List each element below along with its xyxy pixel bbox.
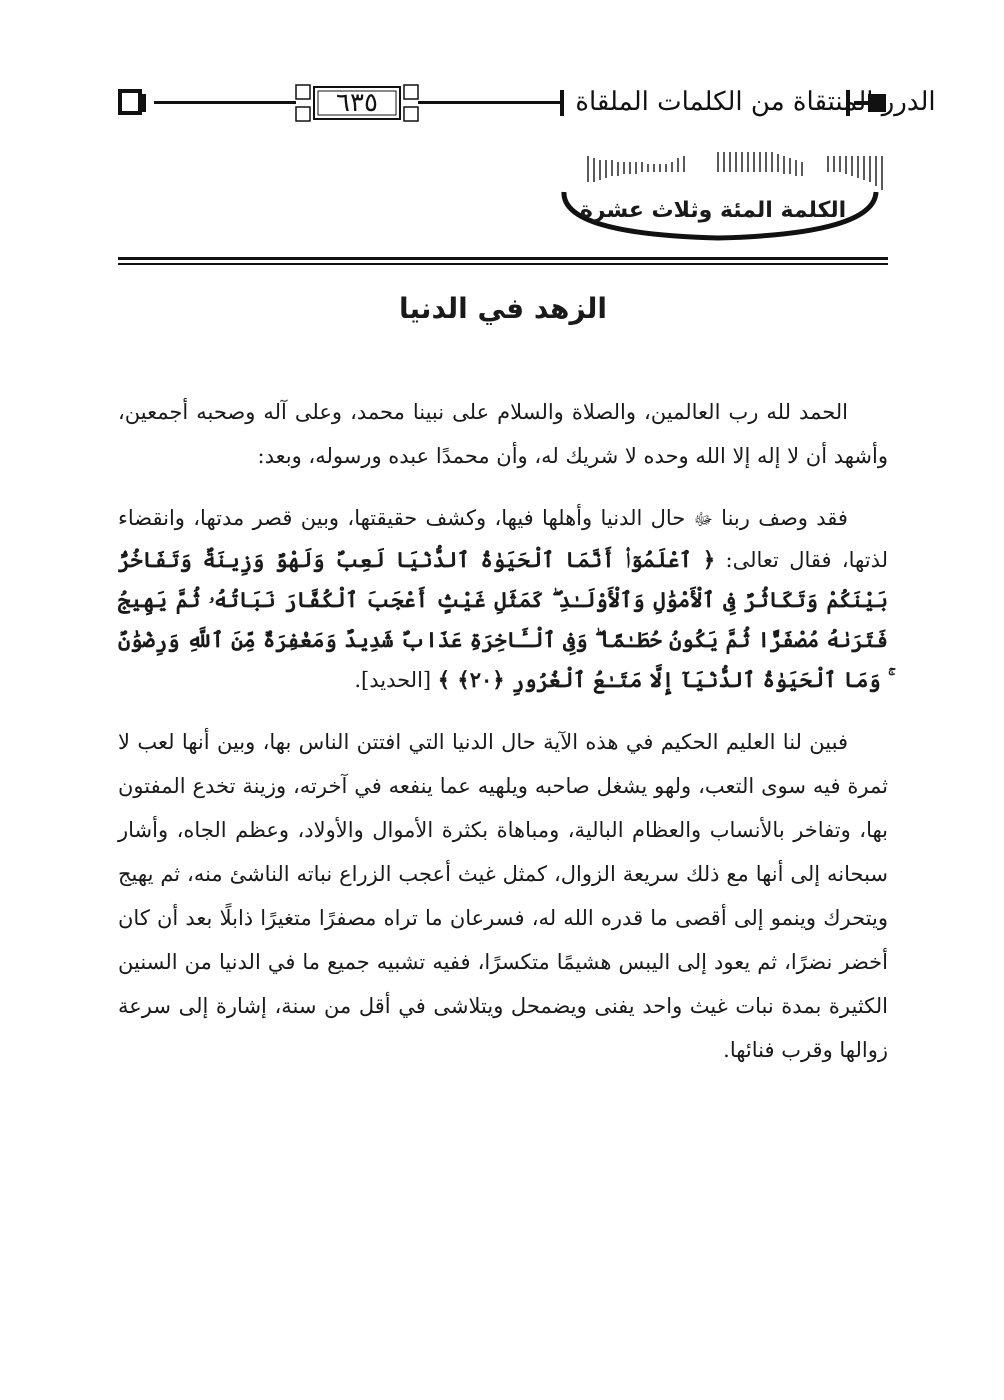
page-title: الزهد في الدنيا bbox=[398, 292, 608, 325]
quran-verse: ﴿ ٱعْلَمُوٓا۟ أَنَّمَا ٱلْحَيَوٰةُ ٱلدُّنْيَا لَعِبٌ وَلَهْوٌ وَزِينَةٌ وَتَفَاخُرٌۢ بَيْنَكُمْ وَتَكَاثُرٌ فِى ٱلْأَمْوَٰلِ وَٱلْأَوْلَـٰدِ ۖ كَمَثَلِ غَيْثٍ أَعْجَبَ ٱلْكُفَّارَ نَبَاتُهُۥ ثُمَّ يَهِيجُ فَتَرَىٰهُ مُصْفَرًّا ثُمَّ يَكُونُ حُطَـٰمًا ۖ وَفِى ٱلْـَٔاخِرَةِ عَذَابٌ شَدِيدٌ وَمَغْفِرَةٌ مِّنَ ٱللَّهِ وَرِضْوَٰنٌ ۚ وَمَا ٱلْحَيَوٰةُ ٱلدُّنْيَآ إِلَّا مَتَـٰعُ ٱلْغُرُورِ ﴿٢٠﴾ ﴾ bbox=[118, 547, 888, 692]
verse-intro: فقد وصف ربنا bbox=[721, 506, 848, 530]
book-title: الدرر المنتقاة من الكلمات الملقاة bbox=[575, 87, 936, 117]
page-number: ٦٣٥ bbox=[336, 88, 378, 118]
honorific: ﷻ bbox=[693, 510, 713, 530]
surah-reference: [الحديد]. bbox=[354, 668, 432, 692]
paragraph-explanation: فبين لنا العليم الحكيم في هذه الآية حال الدنيا التي افتتن الناس بها، وبين أنها لعب لا ثمرة فيه سوى التعب، ولهو يشغل صاحبه ويلهيه عما ينفعه في آخرته، وزينة تخدع المفتون بها، وتفاخر بالأنساب والعظام البالية، ومباهاة بكثرة الأموال والأولاد، وعظم الجاه، وأشار سبحانه إلى أنها مع ذلك سريعة الزوال، كمثل غيث أعجب الزراع نباته الناشئ منه، ثم يهيج ويتحرك وينمو إلى أقصى ما قدره الله له، فسرعان ما تراه مصفرًا متغيرًا ذابلًا بعد أن كان أخضر نضرًا، ثم يعود إلى اليبس هشيمًا متكسرًا، ففيه تشبيه جميع ما في الدنيا من السنين الكثيرة بمدة نبات غيث واحد يفنى ويضمحل ويتلاشى في أقل من سنة، إشارة إلى سرعة زوالها وقرب فنائها. bbox=[118, 730, 888, 1062]
header-divider bbox=[118, 257, 888, 265]
paragraph-intro: الحمد لله رب العالمين، والصلاة والسلام على نبينا محمد، وعلى آله وصحبه أجمعين، وأشهد أن لا إله إلا الله وحده لا شريك له، وأن محمدًا عبده ورسوله، وبعد: bbox=[118, 400, 888, 468]
body-text bbox=[118, 390, 888, 1092]
paragraph-verse bbox=[118, 498, 888, 700]
verse-intro-continued: حال الدنيا وأهلها فيها، وكشف حقيقتها، وبين قصر مدتها، وانقضاء لذتها، فقال تعالى: bbox=[118, 506, 888, 572]
chapter-label: الكلمة المئة وثلاث عشرة bbox=[579, 198, 847, 223]
page-header bbox=[118, 82, 936, 124]
chapter-banner bbox=[558, 152, 884, 242]
